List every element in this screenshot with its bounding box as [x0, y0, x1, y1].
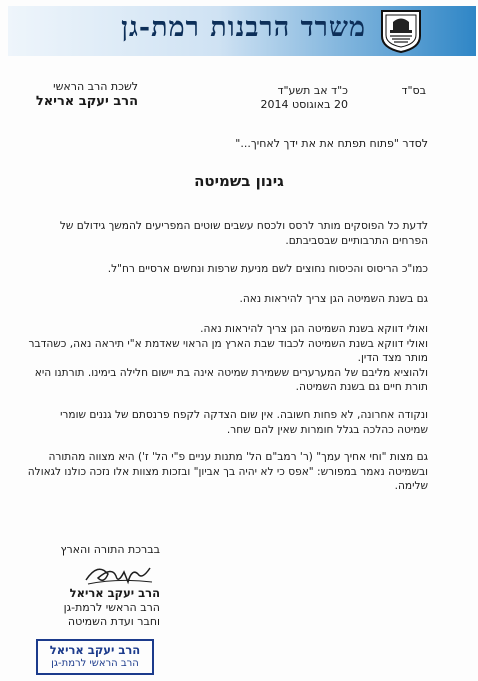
paragraph-5: ונקודה אחרונה, לא פחות חשובה. אין שום הצדקה לקפח פרנסתם של גננים שומרי שמיטה כהלכה בגלל חומרות שאין להם שחר.: [60, 409, 428, 436]
office-title: משרד הרבנות רמת-גן: [121, 12, 366, 43]
letter-title: גינון בשמיטה: [194, 172, 284, 190]
hebrew-date: כ"ד אב תשע"ד: [277, 84, 348, 97]
gregorian-date: 20 באוגוסט 2014: [260, 98, 348, 111]
closing-blessing: בברכת התורה והארץ: [60, 543, 160, 556]
closing-name: הרב יעקב אריאל: [69, 586, 160, 600]
rabbi-stamp: [36, 639, 154, 675]
closing-role-1: הרב הראשי לרמת-גן: [63, 601, 160, 614]
rabbi-name: הרב יעקב אריאל: [35, 94, 138, 109]
bsd-mark: בס"ד: [401, 84, 426, 97]
paragraph-3: גם בשנת השמיטה הגן צריך להיראות נאה.: [239, 293, 428, 305]
office-line: לשכת הרב הראשי: [53, 80, 138, 93]
closing-role-2: וחבר ועדת השמיטה: [67, 615, 160, 628]
ramat-gan-emblem-icon: [378, 8, 424, 54]
stamp-line-2: הרב הראשי לרמת-גן: [51, 658, 139, 669]
seder-line: לסדר "פתוח תפתח את את ידך לאחיך...": [235, 137, 428, 150]
paragraph-6: גם מצות "וחי אחיך עמך" (ר' רמב"ם הל' מתנות עניים פ"י הל' ז') היא מצווה מהתורה ובשמיטה נאמר במפורש: "אפס כי לא יהיה בך אביון" ובזכות מצוות אלו נזכה כולנו לגאולה שלימה.: [27, 451, 428, 493]
paragraph-1: לדעת כל הפוסקים מותר לרסס ולכסח עשבים שוטים המפריעים להמשך גידולם של הפרחים התרבותיים שבסביבתם.: [59, 220, 428, 247]
stamp-line-1: הרב יעקב אריאל: [49, 643, 141, 657]
paragraph-4: ואולי דווקא בשנת השמיטה הגן צריך להיראות נאה. ואולי דווקא בשנת השמיטה לכבוד שבת הארץ מן הראוי שאדמת א"י תיראה נאה, כשהדבר מותר מצד הדין. ולהוציא מליבם של המערערים ששמירת שמיטה אינה בת יישום חלילה בימינו. תורתנו היא תורת חיים גם בשנת השמיטה.: [28, 323, 428, 394]
paragraph-2: כמו"כ הריסוס והכיסוח נחוצים לשם מניעת שרפות ונחשים ארסיים רח"ל.: [107, 263, 428, 275]
